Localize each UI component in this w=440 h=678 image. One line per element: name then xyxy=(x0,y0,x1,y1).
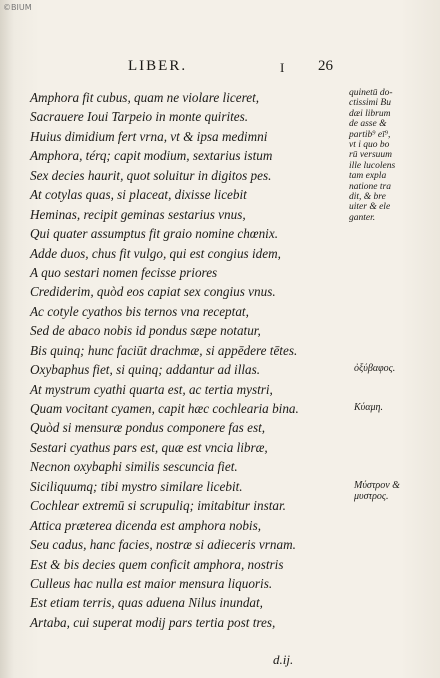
margin-note-line: vt i quo bo xyxy=(349,140,390,151)
verse-line: Heminas, recipit geminas sestarius vnus, xyxy=(30,206,246,222)
margin-note-line: dæi librum xyxy=(349,108,391,119)
verse-line: At mystrum cyathi quarta est, ac tertia mystri, xyxy=(30,381,273,397)
verse-line: Sacrauere Ioui Tarpeio in monte quirites. xyxy=(30,109,249,125)
margin-note-line: rū versuum xyxy=(349,150,393,161)
greek-gloss: ὀξύβαφος. xyxy=(354,363,396,375)
verse-line: Sed de abaco nobis id pondus sæpe notatur, xyxy=(30,323,261,339)
running-head: LIBER. xyxy=(128,58,188,74)
verse-line: At cotylas quas, si placeat, dixisse licebit xyxy=(30,187,247,203)
verse-line: Artaba, cui superat modij pars tertia post tres, xyxy=(30,614,276,630)
margin-note-line: uiter & ele xyxy=(349,202,391,213)
folio-number: 26 xyxy=(318,58,333,74)
verse-line: Est & bis decies quem conficit amphora, nostris xyxy=(30,556,284,572)
margin-note-line: partib⁹ eī⁹, xyxy=(349,129,391,140)
margin-note-line: quinetū do- xyxy=(349,88,393,98)
verse-line: Cochlear extremū si scrupuliq; imitabitur instar. xyxy=(30,498,286,514)
verse-line: Amphora, térq; capit modium, sextarius istum xyxy=(30,148,273,164)
verse-line: Quam vocitant cyamen, capit hæc cochlearia bina. xyxy=(30,401,299,416)
verse-text xyxy=(30,88,355,632)
verse-line: Attica præterea dicenda est amphora nobis, xyxy=(30,517,261,533)
verse-line: Culleus hac nulla est maior mensura liquoris. xyxy=(30,575,273,591)
verse-line: Seu cadus, hanc facies, nostræ si adieceris vrnam. xyxy=(30,537,296,553)
signature-mark: d.ij. xyxy=(273,652,294,667)
verse-line: Ac cotyle cyathos bis ternos vna receptat, xyxy=(30,303,249,319)
margin-note xyxy=(349,88,431,223)
verse-line: Adde duos, chus fit vulgo, qui est congius idem, xyxy=(30,245,281,261)
verse-line: Sestari cyathus pars est, quæ est vncia libræ, xyxy=(30,439,268,455)
margin-note-line: natione tra xyxy=(349,181,391,192)
margin-note-line: ille lucolens xyxy=(349,160,396,171)
verse-line: Necnon oxybaphi similis sescuncia fiet. xyxy=(30,459,238,475)
margin-note-line: dit, & bre xyxy=(349,192,386,203)
margin-note-line: de asse & xyxy=(349,119,387,130)
verse-line: Huius dimidium fert vrna, vt & ipsa medimni xyxy=(30,128,268,144)
margin-note-line: ganter. xyxy=(349,212,376,223)
greek-gloss: Μύστρον & xyxy=(354,480,400,491)
margin-note-line: tam expla xyxy=(349,171,387,182)
running-head-mark: I xyxy=(280,60,285,75)
verse-line: Oxybaphus fiet, si quinq; addantur ad illas. xyxy=(30,362,261,378)
verse-line: Sex decies haurit, quot soluitur in digitos pes. xyxy=(30,167,272,183)
verse-line: Quòd si mensuræ pondus componere fas est, xyxy=(30,420,266,436)
greek-gloss: μυστρος. xyxy=(354,490,389,502)
verse-line: Amphora fit cubus, quam ne violare liceret, xyxy=(30,90,260,105)
verse-line: Crediderim, quòd eos capiat sex congius vnus. xyxy=(30,284,276,300)
library-watermark: ©BIUM xyxy=(3,3,32,12)
verse-line: Est etiam terris, quas aduena Nilus inundat, xyxy=(30,595,263,611)
verse-line: Bis quinq; hunc faciūt drachmæ, si appēdere tētes. xyxy=(30,342,298,358)
verse-line: Siciliquumq; tibi mystro similare licebit. xyxy=(30,478,243,494)
verse-line: A quo sestari nomen fecisse priores xyxy=(30,264,218,280)
verse-line: Qui quater assumptus fit graio nomine chœnix. xyxy=(30,226,278,242)
greek-gloss: Κύαμη. xyxy=(354,402,383,414)
margin-note-line: ctissimi Bu xyxy=(349,98,391,109)
